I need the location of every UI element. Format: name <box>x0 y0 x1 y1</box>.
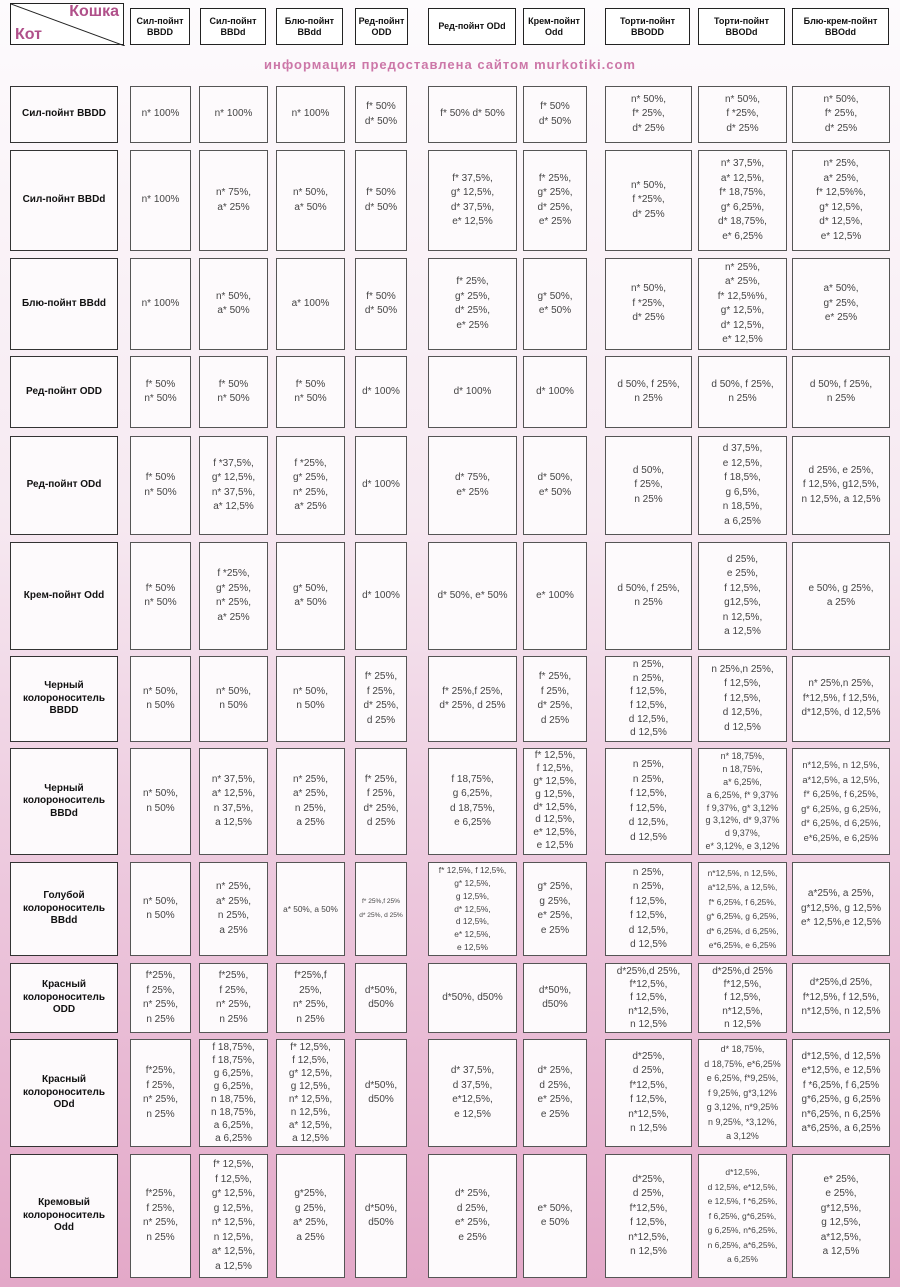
table-cell: d* 100% <box>355 542 407 650</box>
table-cell: g*25%, g 25%, a* 25%, a 25% <box>276 1154 345 1278</box>
table-cell: f* 12,5%, f 12,5%, g* 12,5%, g 12,5%, n* 12,5%, n 12,5%, a* 12,5%, a 12,5% <box>199 1154 268 1278</box>
table-cell: f* 50% d* 50% <box>355 258 407 350</box>
row-header: Черный колороноситель BBDD <box>10 656 118 742</box>
table-cell: f* 12,5%, f 12,5%, g* 12,5%, g 12,5%, n* 12,5%, n 12,5%, a* 12,5%, a 12,5% <box>276 1039 345 1147</box>
table-cell: d*25%,d 25%, f*12,5%, f 12,5%, n*12,5%, n 12,5% <box>605 963 692 1033</box>
table-cell: d 50%, f 25%, n 25% <box>605 356 692 428</box>
row-header: Кремовый колороноситель Odd <box>10 1154 118 1278</box>
table-cell: f *37,5%, g* 12,5%, n* 37,5%, a* 12,5% <box>199 436 268 535</box>
table-cell: f* 50% n* 50% <box>199 356 268 428</box>
table-cell: d*50%, d50% <box>355 1039 407 1147</box>
column-header: Сил-пойнт BBDd <box>200 8 266 45</box>
table-cell: g* 50%, a* 50% <box>276 542 345 650</box>
row-header: Красный колороноситель ODD <box>10 963 118 1033</box>
table-cell: d*25%, d 25%, f*12,5%, f 12,5%, n*12,5%, n 12,5% <box>605 1039 692 1147</box>
column-header: Ред-пойнт ODD <box>355 8 408 45</box>
column-header: Торти-пойнт BBODD <box>605 8 690 45</box>
table-cell: n* 25%, a* 25%, n 25%, a 25% <box>199 862 268 956</box>
table-cell: f* 25%, f 25%, d* 25%, d 25% <box>355 748 407 855</box>
table-cell: f* 50% d* 50% <box>355 86 407 143</box>
table-cell: g* 50%, e* 50% <box>523 258 587 350</box>
table-cell: a* 100% <box>276 258 345 350</box>
table-cell: n* 18,75%, n 18,75%, a* 6,25%, a 6,25%, f* 9,37% f 9,37%, g* 3,12% g 3,12%, d* 9,37% d 9,37%, e* 3,12%, e 3,12% <box>698 748 787 855</box>
table-cell: d 50%, f 25%, n 25% <box>605 436 692 535</box>
table-cell: n* 50%, f* 25%, d* 25% <box>792 86 890 143</box>
table-cell: n* 25%,n 25%, f*12,5%, f 12,5%, d*12,5%, d 12,5% <box>792 656 890 742</box>
table-cell: d*50%, d50% <box>523 963 587 1033</box>
table-cell: d* 25%, d 25%, e* 25%, e 25% <box>523 1039 587 1147</box>
table-cell: n* 100% <box>276 86 345 143</box>
table-cell: n* 50%, f *25%, d* 25% <box>605 258 692 350</box>
table-cell: n* 50%, n 50% <box>130 748 191 855</box>
table-cell: n* 37,5%, a* 12,5%, f* 18,75%, g* 6,25%, d* 18,75%, e* 6,25% <box>698 150 787 251</box>
table-cell: n* 50%, f* 25%, d* 25% <box>605 86 692 143</box>
female-label: Кошка <box>69 3 119 20</box>
table-cell: f*25%, f 25%, n* 25%, n 25% <box>199 963 268 1033</box>
row-header: Черный колороноситель BBDd <box>10 748 118 855</box>
table-cell: d*25%,d 25% f*12,5%, f 12,5%, n*12,5%, n 12,5% <box>698 963 787 1033</box>
table-cell: f* 25%, g* 25%, d* 25%, e* 25% <box>428 258 517 350</box>
table-cell: f* 25%, f 25%, d* 25%, d 25% <box>523 656 587 742</box>
table-cell: d 50%, f 25%, n 25% <box>792 356 890 428</box>
table-cell: n 25%, n 25%, f 12,5%, f 12,5%, d 12,5%, d 12,5% <box>605 656 692 742</box>
column-header: Торти-пойнт BBODd <box>698 8 785 45</box>
table-cell: f* 50% n* 50% <box>276 356 345 428</box>
row-header: Сил-пойнт BBDd <box>10 150 118 251</box>
table-cell: d 50%, f 25%, n 25% <box>605 542 692 650</box>
table-cell: n* 50%, n 50% <box>130 862 191 956</box>
table-cell: f* 50% n* 50% <box>130 436 191 535</box>
table-cell: f 18,75%, f 18,75%, g 6,25%, g 6,25%, n 18,75%, n 18,75%, a 6,25%, a 6,25% <box>199 1039 268 1147</box>
table-cell: f* 25%, f 25%, d* 25%, d 25% <box>355 656 407 742</box>
table-cell: f* 37,5%, g* 12,5%, d* 37,5%, e* 12,5% <box>428 150 517 251</box>
table-cell: g* 25%, g 25%, e* 25%, e 25% <box>523 862 587 956</box>
table-cell: d* 50%, e* 50% <box>428 542 517 650</box>
table-cell: d*12,5%, d 12,5% e*12,5%, e 12,5% f *6,25%, f 6,25% g*6,25%, g 6,25% n*6,25%, n 6,25% a*6,25%, a 6,25% <box>792 1039 890 1147</box>
table-cell: n*12,5%, n 12,5%, a*12,5%, a 12,5%, f* 6,25%, f 6,25%, g* 6,25%, g 6,25%, d* 6,25%, d 6,25%, e*6,25%, e 6,25% <box>698 862 787 956</box>
table-cell: f* 25%,f 25% d* 25%, d 25% <box>355 862 407 956</box>
table-cell: n* 50%, n 50% <box>276 656 345 742</box>
table-cell: d*50%, d50% <box>355 963 407 1033</box>
table-cell: n* 37,5%, a* 12,5%, n 37,5%, a 12,5% <box>199 748 268 855</box>
table-cell: n 25%,n 25%, f 12,5%, f 12,5%, d 12,5%, d 12,5% <box>698 656 787 742</box>
source-note: информация предоставлена сайтом murkotiki.com <box>264 57 636 72</box>
table-cell: f *25%, g* 25%, n* 25%, a* 25% <box>199 542 268 650</box>
table-cell: n* 50%, a* 50% <box>276 150 345 251</box>
column-header: Блю-крем-пойнт BBOdd <box>792 8 889 45</box>
table-cell: f 18,75%, g 6,25%, d 18,75%, e 6,25% <box>428 748 517 855</box>
table-cell: n* 25%, a* 25%, f* 12,5%%, g* 12,5%, d* 12,5%, e* 12,5% <box>792 150 890 251</box>
table-cell: f* 50% n* 50% <box>130 356 191 428</box>
table-cell: d 50%, f 25%, n 25% <box>698 356 787 428</box>
column-header: Блю-пойнт BBdd <box>276 8 343 45</box>
table-cell: f*25%, f 25%, n* 25%, n 25% <box>130 963 191 1033</box>
column-header: Ред-пойнт ODd <box>428 8 516 45</box>
table-cell: n* 100% <box>130 150 191 251</box>
row-header: Ред-пойнт ODD <box>10 356 118 428</box>
column-header: Сил-пойнт BBDD <box>130 8 190 45</box>
table-cell: d* 18,75%, d 18,75%, e*6,25% e 6,25%, f*9,25%, f 9,25%, g*3,12% g 3,12%, n*9,25% n 9,25%, *3,12%, a 3,12% <box>698 1039 787 1147</box>
table-cell: n* 50%, a* 50% <box>199 258 268 350</box>
table-cell: f*25%, f 25%, n* 25%, n 25% <box>130 1039 191 1147</box>
table-cell: n 25%, n 25%, f 12,5%, f 12,5%, d 12,5%, d 12,5% <box>605 862 692 956</box>
table-cell: e* 25%, e 25%, g*12,5%, g 12,5%, a*12,5%, a 12,5% <box>792 1154 890 1278</box>
table-cell: d* 75%, e* 25% <box>428 436 517 535</box>
table-cell: n* 25%, a* 25%, f* 12,5%%, g* 12,5%, d* 12,5%, e* 12,5% <box>698 258 787 350</box>
table-cell: f* 50% n* 50% <box>130 542 191 650</box>
table-cell: f*25%, f 25%, n* 25%, n 25% <box>130 1154 191 1278</box>
table-cell: d* 37,5%, d 37,5%, e*12,5%, e 12,5% <box>428 1039 517 1147</box>
table-cell: d* 50%, e* 50% <box>523 436 587 535</box>
table-cell: d* 25%, d 25%, e* 25%, e 25% <box>428 1154 517 1278</box>
table-cell: n* 50%, n 50% <box>130 656 191 742</box>
table-cell: d 37,5%, e 12,5%, f 18,5%, g 6,5%, n 18,5%, a 6,25% <box>698 436 787 535</box>
corner-legend <box>10 3 124 45</box>
table-cell: n* 100% <box>130 86 191 143</box>
table-cell: d*25%,d 25%, f*12,5%, f 12,5%, n*12,5%, n 12,5% <box>792 963 890 1033</box>
row-header: Блю-пойнт BBdd <box>10 258 118 350</box>
table-cell: d 25%, e 25%, f 12,5%, g12,5%, n 12,5%, a 12,5% <box>792 436 890 535</box>
table-cell: d* 100% <box>355 436 407 535</box>
row-header: Сил-пойнт BBDD <box>10 86 118 143</box>
table-cell: f* 50% d* 50% <box>355 150 407 251</box>
table-cell: f* 12,5%, f 12,5%, g* 12,5%, g 12,5%, d* 12,5%, d 12,5%, e* 12,5%, e 12,5% <box>428 862 517 956</box>
table-cell: d*50%, d50% <box>428 963 517 1033</box>
column-header: Крем-пойнт Odd <box>523 8 585 45</box>
table-cell: a* 50%, g* 25%, e* 25% <box>792 258 890 350</box>
table-cell: d* 100% <box>428 356 517 428</box>
table-cell: f* 25%, g* 25%, d* 25%, e* 25% <box>523 150 587 251</box>
table-cell: d*12,5%, d 12,5%, e*12,5%, e 12,5%, f *6,25%, f 6,25%, g*6,25%, g 6,25%, n*6,25%, n 6,25%, a*6,25%, a 6,25% <box>698 1154 787 1278</box>
row-header: Крем-пойнт Odd <box>10 542 118 650</box>
table-cell: f* 50% d* 50% <box>428 86 517 143</box>
table-cell: e* 50%, e 50% <box>523 1154 587 1278</box>
table-cell: a*25%, a 25%, g*12,5%, g 12,5% e* 12,5%,e 12,5% <box>792 862 890 956</box>
table-cell: d* 100% <box>355 356 407 428</box>
table-cell: n* 50%, n 50% <box>199 656 268 742</box>
table-cell: e* 100% <box>523 542 587 650</box>
row-header: Ред-пойнт ODd <box>10 436 118 535</box>
table-cell: n 25%, n 25%, f 12,5%, f 12,5%, d 12,5%, d 12,5% <box>605 748 692 855</box>
table-cell: n* 50%, f *25%, d* 25% <box>698 86 787 143</box>
male-label: Кот <box>15 26 42 43</box>
table-cell: d*50%, d50% <box>355 1154 407 1278</box>
table-cell: f*25%,f 25%, n* 25%, n 25% <box>276 963 345 1033</box>
table-cell: f* 25%,f 25%, d* 25%, d 25% <box>428 656 517 742</box>
table-cell: n* 100% <box>199 86 268 143</box>
table-cell: e 50%, g 25%, a 25% <box>792 542 890 650</box>
table-cell: f *25%, g* 25%, n* 25%, a* 25% <box>276 436 345 535</box>
table-cell: a* 50%, a 50% <box>276 862 345 956</box>
table-cell: f* 50% d* 50% <box>523 86 587 143</box>
table-cell: n* 100% <box>130 258 191 350</box>
table-cell: d 25%, e 25%, f 12,5%, g12,5%, n 12,5%, a 12,5% <box>698 542 787 650</box>
table-cell: n*12,5%, n 12,5%, a*12,5%, a 12,5%, f* 6,25%, f 6,25%, g* 6,25%, g 6,25%, d* 6,25%, d 6,25%, e*6,25%, e 6,25% <box>792 748 890 855</box>
row-header: Красный колороноситель ODd <box>10 1039 118 1147</box>
table-cell: n* 75%, a* 25% <box>199 150 268 251</box>
table-cell: n* 25%, a* 25%, n 25%, a 25% <box>276 748 345 855</box>
table-cell: d* 100% <box>523 356 587 428</box>
row-header: Голубой колороноситель BBdd <box>10 862 118 956</box>
table-cell: f* 12,5%, f 12,5%, g* 12,5%, g 12,5%, d* 12,5%, d 12,5%, e* 12,5%, e 12,5% <box>523 748 587 855</box>
table-cell: n* 50%, f *25%, d* 25% <box>605 150 692 251</box>
table-cell: d*25%, d 25%, f*12,5%, f 12,5%, n*12,5%, n 12,5% <box>605 1154 692 1278</box>
